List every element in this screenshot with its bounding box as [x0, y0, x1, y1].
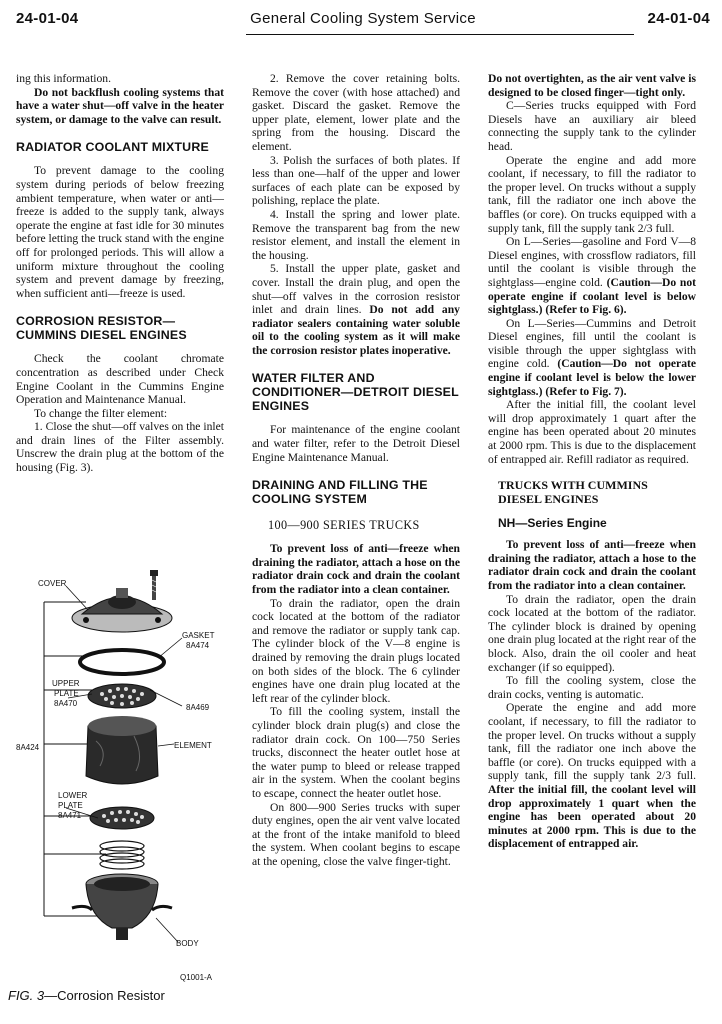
paragraph: On L—Series—gasoline and Ford V—8 Diesel engines, with crossflow radiators, fill until the coolant is visible through the sightglass—engine cold. (Caution—Do not operate engine if coolant level is below sightglass.) (Refer to Fig. 6).	[488, 235, 697, 317]
label-lower: LOWER	[58, 791, 88, 800]
subheading-series-trucks: 100—900 SERIES TRUCKS	[268, 518, 420, 533]
page-header	[16, 6, 710, 36]
label-lower-plate-num: 8A471	[58, 811, 82, 820]
paragraph: To fill the cooling system, close the drain cocks, venting is automatic.	[488, 674, 696, 701]
paragraph: On 800—900 Series trucks with super duty engines, open the air vent valve located at the front of the intake manifold to bleed the system. When coolant begins to escape at the opening, close the valve finger-tight.	[252, 800, 460, 868]
figure-corrosion-resistor	[16, 566, 226, 986]
section-heading-corrosion-resistor: CORROSION RESISTOR— CUMMINS DIESEL ENGINES	[16, 314, 187, 343]
paragraph: Operate the engine and add more coolant, if necessary, to fill the radiator to the proper level. On trucks without a supply tank, fill the radiator one inch above the baffles (or core). On trucks equipped with a supply tank, fill the supply tank 2/3 full.	[488, 153, 696, 235]
lower-plate-part	[90, 807, 154, 829]
section-heading-draining-filling: DRAINING AND FILLING THE COOLING SYSTEM	[252, 478, 428, 507]
paragraph: To prevent damage to the cooling system during periods of below freezing ambient temperature, when water or anti—freeze is added to the supply tank, always operate the engine at fast idle for 30 minutes before letting the truck stand with the engine off for prolonged periods. This will allow a uniform mixture throughout the cooling system and prevent damage by freezing, when sufficient anti—freeze is used.	[16, 164, 224, 300]
element-part	[86, 716, 158, 784]
page-number-left: 24-01-04	[16, 10, 79, 27]
gasket-part	[80, 650, 164, 674]
label-upper: UPPER	[52, 679, 80, 688]
warning-paragraph: Do not backflush cooling systems that have a water shut—off valve in the heater system, or damage to the valve can result.	[16, 85, 224, 126]
bolt-part	[150, 570, 158, 600]
page-number-right: 24-01-04	[647, 10, 710, 27]
paragraph: On L—Series—Cummins and Detroit Diesel engines, fill until the coolant is visible through the upper sightglass with engine cold. (Caution—Do not operate engine if coolant level is below the lower sightglass.) (Refer to Fig. 7).	[488, 316, 697, 398]
page-title: General Cooling System Service	[250, 10, 476, 27]
paragraph: Check the coolant chromate concentration as described under Check Engine Coolant in the Cummins Engine Operation and Maintenance Manual.	[16, 352, 224, 407]
label-8a469: 8A469	[186, 703, 210, 712]
label-8a424: 8A424	[16, 743, 40, 752]
spring-part	[100, 841, 144, 869]
label-body: BODY	[176, 939, 199, 948]
column-2	[252, 72, 460, 869]
subheading-nh-series: NH—Series Engine	[498, 516, 607, 531]
body-part	[72, 874, 172, 940]
figure-code: Q1001-A	[180, 973, 213, 982]
paragraph: For maintenance of the engine coolant and water filter, refer to the Detroit Diesel Engine Maintenance Manual.	[252, 423, 460, 464]
paragraph: After the initial fill, the coolant level will drop approximately 1 quart after the engine has been operated about 20 minutes at 2000 rpm. This is due to the displacement of entrapped air. Refill radiator as required.	[488, 398, 696, 466]
warning-paragraph: To prevent loss of anti—freeze when draining the radiator, attach a hose on the radiator drain cock and drain the coolant from the radiator into a clean container.	[252, 542, 460, 597]
label-element: ELEMENT	[174, 741, 212, 750]
subheading-trucks-cummins: TRUCKS WITH CUMMINS DIESEL ENGINES	[498, 478, 648, 507]
label-lower-plate: PLATE	[58, 801, 83, 810]
label-gasket: GASKET	[182, 631, 215, 640]
section-heading-coolant-mixture: RADIATOR COOLANT MIXTURE	[16, 140, 209, 155]
upper-plate-part	[88, 684, 156, 708]
paragraph: ing this information.	[16, 72, 111, 85]
paragraph: Operate the engine and add more coolant, if necessary, to fill the radiator to the proper level. On trucks without a supply tank, fill the radiator one inch above the baffle (or core). On trucks equipped with a supply tank, fill the supply tank 2/3 full. After the initial fill, the coolant level will drop approximately 1 quart when the engine has been operated about 20 minutes at 2000 rpm. This is due to the displacement of entrapped air.	[488, 701, 696, 851]
paragraph: To drain the radiator, open the drain cock located at the bottom of the radiator. The cylinder block is drained by opening one drain plug located at the right rear of the block. Also, drain the oil cooler and heat exchanger (if so equipped).	[488, 592, 696, 674]
warning-paragraph: Do not overtighten, as the air vent valve is designed to be closed finger—tight only.	[488, 72, 696, 99]
paragraph: To change the filter element:	[34, 406, 168, 420]
column-3	[488, 72, 696, 851]
step-paragraph: 4. Install the spring and lower plate. Remove the transparent bag from the new resistor element, and install the element in the housing.	[252, 207, 460, 262]
warning-paragraph: To prevent loss of anti—freeze when draining the radiator, attach a hose to the radiator drain cock and drain the coolant from the radiator into a clean container.	[488, 538, 696, 592]
header-rule	[246, 34, 634, 35]
section-heading-water-filter: WATER FILTER AND CONDITIONER—DETROIT DIESEL ENGINES	[252, 371, 459, 414]
label-cover: COVER	[38, 579, 67, 588]
paragraph: To fill the cooling system, install the cylinder block drain plug(s) and close the radiator drain cock. On 100—750 Series trucks, disconnect the heater outlet hose at the water pump to bleed or release trapped air in the system. When the coolant begins to escape, connect the heater outlet hose.	[252, 705, 460, 800]
cover-part	[72, 588, 172, 632]
paragraph: C—Series trucks equipped with Ford Diesels have an auxiliary air bleed connecting the supply tank to the cylinder head.	[488, 99, 696, 153]
step-paragraph: 2. Remove the cover retaining bolts. Remove the cover (with hose attached) and gasket. Discard the gasket. Remove the upper plate, element, lower plate and the spring from the housing. Discard the element.	[252, 72, 460, 153]
step-paragraph: 3. Polish the surfaces of both plates. If less than one—half of the upper and lower surfaces of each plate can be exposed by polishing, replace the plate.	[252, 153, 460, 208]
figure-caption: FIG. 3—Corrosion Resistor	[8, 988, 165, 1003]
column-1	[16, 72, 224, 475]
label-plate: PLATE	[54, 689, 79, 698]
step-paragraph: 5. Install the upper plate, gasket and cover. Install the drain plug, and open the shut—off valves in the corrosion resistor inlet and drain lines. Do not add any radiator sealers containing water soluble oil to the cooling system as it will make the corrosion resistor plates inoperative.	[252, 262, 460, 357]
label-upper-plate-num: 8A470	[54, 699, 78, 708]
label-gasket-num: 8A474	[186, 641, 210, 650]
exploded-diagram	[16, 566, 226, 986]
paragraph: To drain the radiator, open the drain cock located at the bottom of the radiator and remove the radiator or supply tank cap. The cylinder block of the V—8 engine is drained by removing the drain plugs located on both sides of the block. The 6 cylinder engines have one drain plug located at the left rear of the cylinder block.	[252, 596, 460, 705]
step-paragraph: 1. Close the shut—off valves on the inlet and drain lines of the Filter assembly. Unscrew the drain plug at the bottom of the housing (Fig. 3).	[16, 420, 224, 475]
